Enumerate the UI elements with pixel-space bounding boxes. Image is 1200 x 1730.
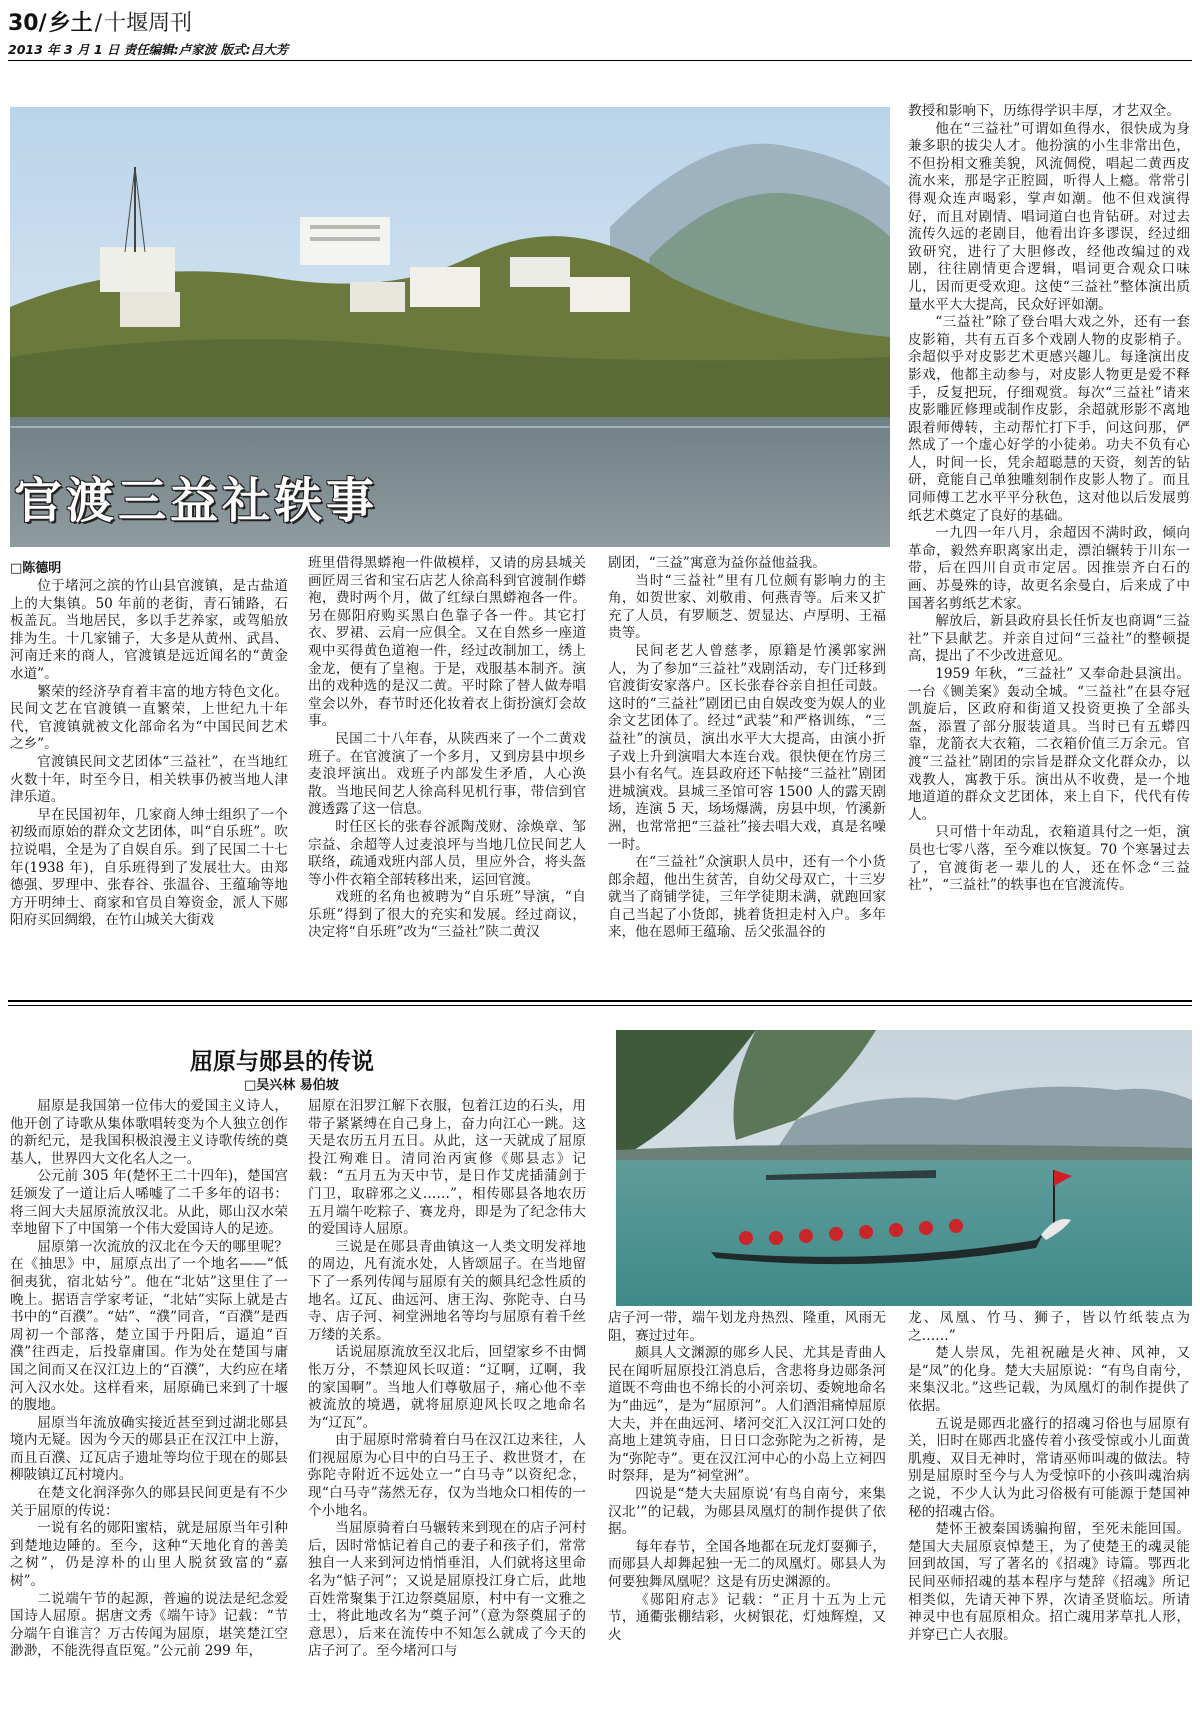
paragraph: 解放后，新县政府县长任忻友也商调“三益社”下县献艺。并亲自过问“三益社”的整顿提高，提出了不少改进意见。 [908,613,1190,665]
paragraph: 只可惜十年动乱，衣箱道具付之一炬，演员也七零八落，至今难以恢复。70 个寒暑过去了，官渡街老一辈儿的人，还在怀念“三益社”，“三益社”的轶事也在官渡流传。 [908,824,1190,894]
article2-title: 屈原与郧县的传说 [190,1048,374,1075]
date-editor-line: 2013 年 3 月 1 日 责任编辑:卢家波 版式:吕大芳 [8,42,289,57]
paper-name: 十堰周刊 [104,11,193,36]
article1-author: □陈德明 [10,561,62,576]
article1-column-3 [608,555,886,996]
paragraph: 店子河一带，端午划龙舟热烈、隆重，风雨无阻，赛过过年。 [608,1310,886,1344]
paragraph: 屈原当年流放确实接近甚至到过湖北郧县境内无疑。因为今天的郧县正在汉江中上游，而且百濮、辽瓦店子遗址等均位于现在的郧县柳陂镇辽瓦村境内。 [10,1414,288,1484]
paragraph: 剧团，“三益”寓意为益你益他益我。 [608,555,826,571]
paragraph: 楚人崇凤，先祖祝融是火神、风神，又是“凤”的化身。楚大夫屈原说：“有鸟自南兮，来集汉北。”这些记载，为凤凰灯的制作提供了依据。 [908,1345,1190,1414]
paragraph: 早在民国初年，几家商人绅士组织了一个初级而原始的群众文艺团体，叫“自乐班”。吹拉说唱，全是为了自娱自乐。到了民国二十七年(1938 年)，自乐班得到了发展壮大。由郑德强、罗理中、张春谷、张温谷、王蕴瑜等地方开明绅士、商家和官员自筹资金，派人下郧阳府买回绸缎，在竹山城关大街戏 [10,806,288,929]
article-separator-thin [8,1005,1192,1006]
paragraph: 颇具人文渊源的郧乡人民、尤其是青曲人民在闻听屈原投江消息后，含悲将身边郧条河道既不弯曲也不绵长的小河亲切、委婉地命名为“曲远”，是为“屈原河”。人们酒泪痛悼屈原大夫，并在曲远河、堵河交汇入汉江河口处的高地上建筑寺庙，日日口念弥陀为之祈祷，是为“弥陀寺”。更在汉江河中心的小岛上立祠四时祭拜，是为“祠堂洲”。 [608,1345,886,1485]
dragon-boat-illustration [616,1030,1192,1306]
paragraph: 在楚文化润泽弥久的郧县民间更是有不少关于屈原的传说： [10,1485,288,1519]
paragraph: 话说屈原流放至汉北后，回望家乡不由惆怅万分，不禁迎风长叹道：“辽啊，辽啊，我的家国啊”。当地人们尊敬屈子，痛心他不幸被流放的境遇，就将屈原迎风长叹之地命名为“辽瓦”。 [308,1344,586,1431]
paragraph: 四说是“楚大夫屈原说‘有鸟自南兮，来集汉北’”的记载，为郧县凤凰灯的制作提供了依据。 [608,1485,886,1538]
paragraph: “三益社”除了登台唱大戏之外，还有一套皮影箱，共有五百多个戏剧人物的皮影梢子。余超似乎对皮影艺术更感兴趣儿。每逢演出皮影戏，他都主动参与，对皮影人物更是爱不释手，反复把玩，仔细观赏。每次“三益社”请来皮影雕匠修理或制作皮影，余超就形影不离地跟着师傅转，主动帮忙打下手，问这问那，俨然成了一个虚心好学的小徒弟。功夫不负有心人，时间一长，凭余超聪慧的天资，刻苦的钻研，竟能自己单独雕刻制作皮影人物了。而且同师傅工艺水平平分秋色，这对他以后发展剪纸艺术奠定了良好的基础。 [908,314,1190,524]
article1-column-2 [308,555,586,996]
paragraph: 繁荣的经济孕育着丰富的地方特色文化。民间文艺在官渡镇一直繁荣，上世纪九十年代，官渡镇就被文化部命名为“中国民间艺术之乡”。 [10,683,288,753]
article1-title: 官渡三益社轶事 [14,473,379,529]
paragraph: 公元前 305 年(楚怀王二十四年)，楚国宫廷颁发了一道让后人唏嘘了二千多年的诏书：将三闾大夫屈原流放汉北。从此，郧山汉水荣幸地留下了中国第一个伟大爱国诗人的足迹。 [10,1168,288,1238]
paragraph: 屈原在汨罗江解下衣服，包着江边的石头，用带子紧紧缚在自己身上，奋力向江心一跳。这天是农历五月五日。从此，这一天就成了屈原投江殉难日。清同治丙寅修《郧县志》记载：“五月五为天中节，是日作艾虎插蒲剑于门卫，取辟邪之义……”，相传郧县各地农历五月端午吃粽子、赛龙舟，即是为了纪念伟大的爱国诗人屈原。 [308,1098,586,1238]
paragraph: 楚怀王被秦国诱骗拘留，至死未能回国。楚国大夫屈原哀悼楚王，为了使楚王的魂灵能回到故国，写了著名的《招魂》诗篇。鄂西北民间巫师招魂的基本程序与楚辞《招魂》所记相类似，先请天神下界，次请圣贤临坛。所请神灵中也有屈原相众。招亡魂用茅草扎人形，并穿已亡人衣服。 [908,1521,1190,1643]
article2-column-3 [608,1310,886,1726]
paragraph: 五说是郧西北盛行的招魂习俗也与屈原有关，旧时在郧西北盛传着小孩受惊或小儿面黄肌瘦、双目无神时，常请巫师叫魂的做法。特别是屈原时至今与人为受惊吓的小孩叫魂治病之说，不少人认为此习俗极有可能源于楚国神秘的招魂古俗。 [908,1415,1190,1520]
header-rule [8,60,1192,61]
paragraph: 当时“三益社”里有几位颇有影响力的主角，如贺世家、刘敬甫、何燕青等。后来又扩充了人员，有罗顺芝、贺显达、卢厚明、王福贵等。 [608,572,886,642]
article2-column-4 [908,1310,1190,1726]
article2-column-1 [10,1098,288,1726]
page-header [8,6,192,37]
paragraph: 每年春节，全国各地都在玩龙灯耍狮子，而郧县人却舞起独一无二的凤凰灯。郧县人为何要独舞凤凰呢？这是有历史渊源的。 [608,1538,886,1590]
paragraph: 一说有名的郧阳蜜桔，就是屈原当年引种到楚地边陲的。至今，这种“天地化育的善美之树”，仍是淳朴的山里人脱贫致富的“嘉树”。 [10,1520,288,1590]
section-name: 乡土 [48,11,93,36]
paragraph: 位于堵河之滨的竹山县官渡镇，是古盐道上的大集镇。50 年前的老街，青石铺路，石板盖瓦。当地居民，多以手艺养家，或驾船放排为生。十几家铺子，大多是从黄州、武昌、河南迁来的商人，官渡镇是远近闻名的“黄金水道”。 [10,578,288,682]
paragraph: 屈原是我国第一位伟大的爱国主义诗人，他开创了诗歌从集体歌唱转变为个人独立创作的新纪元，是我国积极浪漫主义诗歌传统的奠基人，世界四大文化名人之一。 [10,1098,288,1167]
article2-photo [616,1030,1192,1306]
paragraph: 由于屈原时常骑着白马在汉江边来往，人们视屈原为心目中的白马王子、救世贤才，在弥陀寺附近不远处立一“白马寺”以资纪念，现“白马寺”荡然无存，仅为当地众口相传的一个小地名。 [308,1432,586,1519]
paragraph: 他在“三益社”可谓如鱼得水，很快成为身兼多职的拔尖人才。他扮演的小生非常出色，不但扮相文雅美貌，风流倜傥，唱起二黄西皮流水来，那是字正腔圆，听得人上瘾。常常引得观众连声喝彩，掌声如潮。他不但戏演得好，而且对剧情、唱词道白也肯钻研。对过去流传久远的老剧目，他看出许多谬误，经过细致研究，进行了大胆修改，经他改编过的戏剧，往往剧情更合逻辑，唱词更合观众口味儿，因而更受欢迎。这使“三益社”整体演出质量水平大大提高，民众好评如潮。 [908,120,1190,313]
paragraph: 教授和影响下，历练得学识丰厚，才艺双全。 [908,103,1180,119]
paragraph: 在“三益社”众演职人员中，还有一个小货郎余超，他出生贫苦，自幼父母双亡，十三岁就当了商铺学徒，三年学徒期未满，就跑回家自己当起了小货郎，挑着货担走村入户。多年来，他在恩师王蕴瑜、岳父张温谷的 [608,854,886,941]
article2-column-2 [308,1098,586,1726]
article1-column-4 [908,103,1190,996]
paragraph: 1959 年秋，“三益社” 又奉命赴县演出。一台《铡美案》轰动全城。“三益社”在县夺冠凯旋后，区政府和街道又投资更换了全部头盔，添置了部分服装道具。当时已有五蟒四靠，龙箭衣大衣箱，二衣箱价值三万余元。官渡“三益社”剧团的宗旨是群众文化群众办，以戏教人，寓教于乐。演出从不收费，是一个地地道道的群众文艺团体，来上自下，代代有传人。 [908,666,1190,823]
paragraph: 二说端午节的起源，普遍的说法是纪念爱国诗人屈原。据唐文秀《端午诗》记载：“节分端午自谁言？万古传闻为屈原，堪笑楚江空渺渺，不能洗得直臣冤。”公元前 299 年， [10,1590,288,1660]
paragraph: 民国二十八年春，从陕西来了一个二黄戏班子。在官渡演了一个多月，又到房县中坝乡麦浪坪演出。戏班子内部发生矛盾，人心涣散。当地民间艺人徐高科见机行事，带信到官渡透露了这一信息。 [308,730,586,818]
paragraph: 三说是在郧县青曲镇这一人类文明发祥地的周边，凡有流水处，人皆颂屈子。在当地留下了一系列传闻与屈原有关的颇具纪念性质的地名。辽瓦、曲远河、唐王沟、弥陀寺、白马寺、店子河、祠堂洲地名等均与屈原有着千丝万缕的关系。 [308,1238,586,1343]
paragraph: 时任区长的张春谷派陶茂财、涂焕章、邹宗益、余超等人过麦浪坪与当地几位民间艺人联络，疏通戏班内部人员，里应外合，将头盔等小件衣箱全部转移出来，运回官渡。 [308,818,586,888]
paragraph: 屈原第一次流放的汉北在今天的哪里呢？在《抽思》中，屈原点出了一个地名——“低徊夷犹，宿北姑兮”。他在“北姑”这里住了一晚上。据语言学家考证，“北姑”实际上就是古书中的“百濮”。“姑”、“濮”同音，“百濮”是西周初一个部落，楚立国于丹阳后，逼迫“百濮”往西走，后投靠庸国。作为处在楚国与庸国之间而又在汉江边上的“百濮”，大约应在堵河入汉水处。这样看来，屈原确已来到了十堰的腹地。 [10,1238,288,1414]
article2-authors: □吴兴林 易伯坡 [244,1078,339,1093]
paragraph: 官渡镇民间文艺团体“三益社”，在当地红火数十年，时至今日，相关轶事仍被当地人津津乐道。 [10,753,288,806]
paragraph: 民间老艺人曾慈孝，原籍是竹溪郭家洲人，为了参加“三益社”戏剧活动，专门迁移到官渡街安家落户。区长张春谷亲自担任司鼓。这时的“三益社”剧团已由自娱改变为娱人的业余文艺团体了。经过“武装”和严格训练，“三益社”的演员，演出水平大大提高，由演小折子戏上升到演唱大本连台戏。很快便在竹房三县小有名气。连县政府还下帖接“三益社”剧团进城演戏。县城三圣馆可容 1500 人的露天剧场，连演 5 天，场场爆满，房县中坝，竹溪新洲，也常常把“三益社”接去唱大戏，真是名噪一时。 [608,642,886,853]
article-separator [8,1000,1192,1002]
paragraph: 当屈原骑着白马辗转来到现在的店子河村后，因时常惦记着自己的妻子和孩子们，常常独自一人来到河边悄悄垂泪，人们就将这里命名为“惦子河”；又说是屈原投江身亡后，此地百姓常聚集于江边祭奠屈原，村中有一文雅之士，将此地改名为“奠子河”（意为祭奠屈子的意思），后来在流传中不知怎么就成了今天的店子河了。至今堵河口与 [308,1520,586,1660]
header-slash: / [94,11,103,36]
paragraph: 班里借得黑蟒袍一件做模样，又请的房县城关画匠周三省和宝石店艺人徐高科到官渡制作蟒袍，费时两个月，做了红绿白黑蟒袍各一件。另在郧阳府购买黑白色靠子各一件。其它打衣、罗裙、云肩一应俱全。又在自然乡一座道观中买得黄色道袍一件，经过改制加工，绣上金龙，便有了皇袍。于是，戏服基本制齐。演出的戏种选的是汉二黄。平时除了替人做寿唱堂会以外，春节时还化妆着衣上街扮演灯会故事。 [308,555,586,730]
paragraph: 戏班的名角也被聘为“自乐班”导演，“自乐班”得到了很大的充实和发展。经过商议，决定将“自乐班”改为“三益社”陕二黄汉 [308,889,586,941]
paragraph: 《郧阳府志》记载：“正月十五为上元节，通衢张棚结彩，火树银花，灯烛辉煌，又火 [608,1591,886,1643]
article1-column-1 [10,578,288,996]
paragraph: 龙、凤凰、竹马、狮子，皆以竹纸装点为之……” [908,1310,1190,1344]
page-number: 30/ [8,11,47,36]
paragraph: 一九四一年八月，余超因不满时政，倾向革命，毅然弃职离家出走，漂泊辗转于川东一带，后在四川自贡市定居。因推崇齐白石的画、苏曼殊的诗，故更名余曼白，后来成了中国著名剪纸艺术家。 [908,525,1190,612]
